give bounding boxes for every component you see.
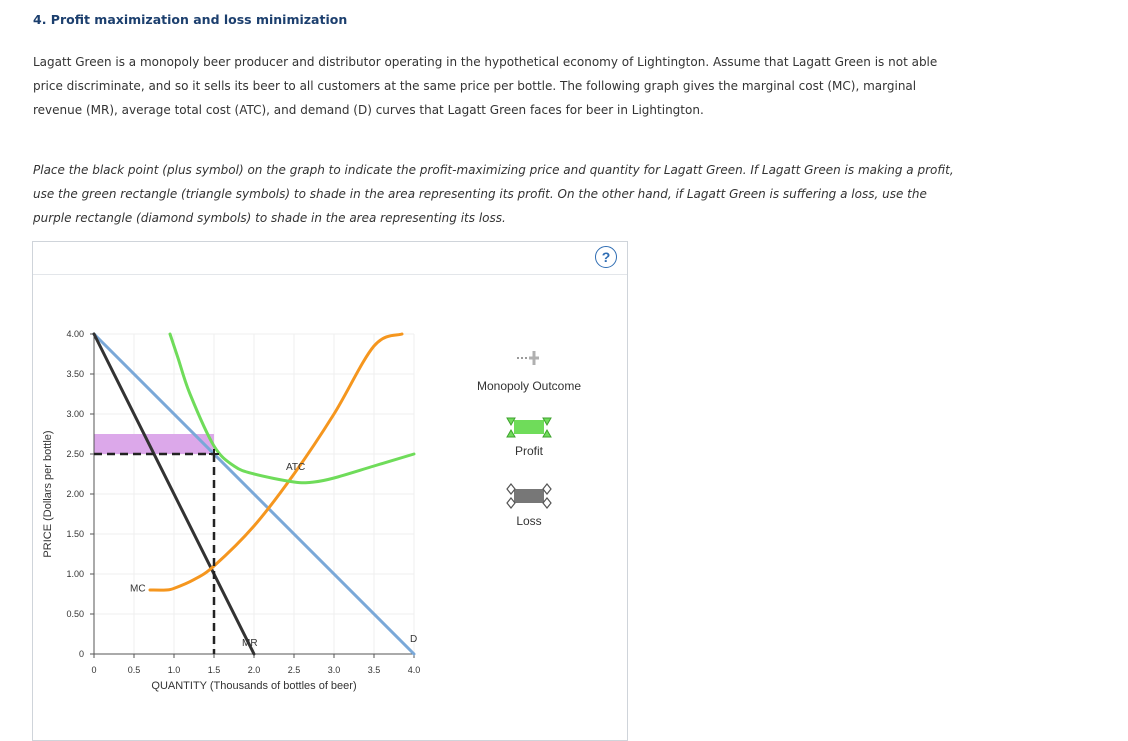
- y-tick-label: 4.00: [66, 329, 84, 339]
- y-tick-label: 1.50: [66, 529, 84, 539]
- x-axis-title: QUANTITY (Thousands of bottles of beer): [151, 680, 357, 692]
- mc-curve: [150, 334, 402, 590]
- y-tick-label: 2.00: [66, 489, 84, 499]
- diamond-icon: [499, 482, 559, 510]
- loss-tool[interactable]: [459, 482, 599, 528]
- x-tick-label: 1.5: [207, 665, 221, 675]
- question-heading: 4. Profit maximization and loss minimization: [33, 12, 348, 27]
- x-tick-label: 2.5: [287, 665, 301, 675]
- instructions-paragraph: Place the black point (plus symbol) on the graph to indicate the profit-maximizing price and quantity for Lagatt Green. If Lagatt Green is making a profit, use the green rectangle (triangle symbols) to shade in the area representing its profit. On the other hand, if Lagatt Green is suffering a loss, use the purple rectangle (diamond symbols) to shade in the area representing its loss.: [33, 163, 954, 225]
- d-curve-label: D: [410, 634, 418, 645]
- mr-curve-label: MR: [242, 638, 258, 649]
- intro-paragraph: Lagatt Green is a monopoly beer producer and distributor operating in the hypothetical economy of Lightington. Assume that Lagatt Green is not able price discriminate, and so it sells its beer to all customers at the same price per bottle. The following graph gives the marginal cost (MC), marginal revenue (MR), average total cost (ATC), and demand (D) curves that Lagatt Green faces for beer in Lightington.: [33, 55, 938, 117]
- graph-panel: [32, 241, 628, 741]
- profit-label: Profit: [514, 444, 543, 458]
- triangle-icon: [499, 414, 559, 440]
- y-axis-title: PRICE (Dollars per bottle): [42, 430, 54, 558]
- y-tick-label: 2.50: [66, 449, 84, 459]
- y-tick-label: 3.00: [66, 409, 84, 419]
- x-tick-label: 3.5: [367, 665, 381, 675]
- x-tick-label: 3.0: [327, 665, 341, 675]
- atc-curve-label: ATC: [286, 462, 306, 473]
- mc-curve-label: MC: [130, 583, 146, 595]
- x-tick-label: 0.5: [127, 665, 141, 675]
- atc-curve: [170, 334, 414, 483]
- y-tick-label: 0.50: [66, 609, 84, 619]
- profit-tool[interactable]: [459, 414, 599, 458]
- monopoly-outcome-label: Monopoly Outcome: [476, 379, 582, 393]
- x-tick-label: 4.0: [407, 665, 421, 675]
- loss-label: Loss: [516, 514, 542, 528]
- x-tick-label: 0: [91, 665, 97, 675]
- y-tick-label: 0: [78, 649, 84, 659]
- monopoly-outcome-tool[interactable]: [459, 345, 599, 393]
- help-icon[interactable]: ?: [595, 246, 617, 268]
- y-tick-label: 3.50: [66, 369, 84, 379]
- y-tick-label: 1.00: [66, 569, 84, 579]
- x-tick-label: 2.0: [247, 665, 261, 675]
- x-tick-label: 1.0: [167, 665, 181, 675]
- plus-icon: [509, 345, 549, 375]
